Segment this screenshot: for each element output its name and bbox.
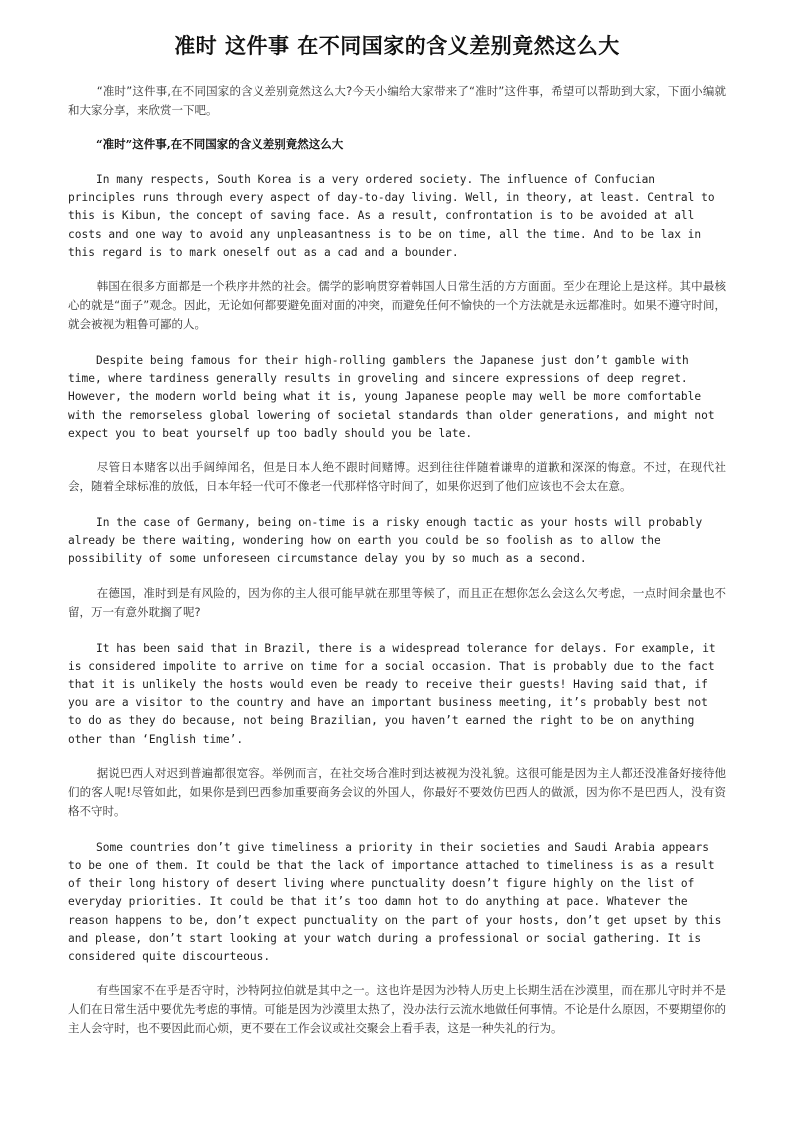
english-paragraph-germany: In the case of Germany, being on-time is a risky enough tactic as your hosts will probably already be there waiting, wondering how on earth you could be so foolish as to allow the possibility of some unforeseen circumstance delay you by so much as a second. (68, 516, 703, 566)
page-title: 准时 这件事 在不同国家的含义差别竟然这么大 (174, 34, 620, 58)
english-paragraph-korea: In many respects, South Korea is a very ordered society. The influence of Confucian principles runs through every aspect of day-to-day living. Well, in theory, at least. Central to this is Kibun, the concept of saving face. As a result, confrontation is to be avoided at all costs and one way to avoid any unpleasantness is to be on time, all the time. And to be lax in this regard is to mark oneself out as a cad and a bounder. (68, 173, 715, 259)
english-paragraph-brazil: It has been said that in Brazil, there is a widespread tolerance for delays. For example, it is considered impolite to arrive on time for a social occasion. That is probably due to the fact that it is unlikely the hosts would even be ready to receive their guests! Having said that, if you are a visitor to the country and have an important business meeting, it’s probably best not to do as they do because, not being Brazilian, you haven’t earned the right to be on anything other than ‘English time’. (68, 641, 716, 746)
section-subtitle: “准时”这件事,在不同国家的含义差别竟然这么大 (96, 137, 344, 151)
intro-paragraph: “准时”这件事,在不同国家的含义差别竟然这么大?今天小编给大家带来了“准时”这件事，希望可以帮助到大家，下面小编就和大家分享，来欣赏一下吧。 (68, 84, 726, 117)
chinese-paragraph-germany: 在德国，准时到是有风险的，因为你的主人很可能早就在那里等候了，而且正在想你怎么会这么欠考虑，一点时间余量也不留，万一有意外耽搁了呢? (68, 585, 726, 619)
chinese-paragraph-saudi-arabia: 有些国家不在乎是否守时，沙特阿拉伯就是其中之一。这也许是因为沙特人历史上长期生活在沙漠里，而在那儿守时并不是人们在日常生活中要优先考虑的事情。可能是因为沙漠里太热了，没办法行云流水地做任何事情。不论是什么原因，不要期望你的主人会守时，也不要因此而心烦，更不要在工作会议或社交聚会上看手表，这是一种失礼的行为。 (68, 983, 726, 1036)
english-paragraph-japan: Despite being famous for their high-rolling gamblers the Japanese just don’t gamble with time, where tardiness generally results in groveling and sincere expressions of deep regret. However, the modern world being what it is, young Japanese people may well be more comfortable with the remorseless global lowering of societal standards than older generations, and might not expect you to beat yourself up too badly should you be late. (68, 354, 715, 440)
chinese-paragraph-japan: 尽管日本赌客以出手阔绰闻名，但是日本人绝不跟时间赌博。迟到往往伴随着谦卑的道歉和深深的悔意。不过，在现代社会，随着全球标准的放低，日本年轻一代可不像老一代那样恪守时间了，如果你迟到了他们应该也不会太在意。 (68, 460, 726, 494)
english-paragraph-saudi-arabia: Some countries don’t give timeliness a priority in their societies and Saudi Arabia appears to be one of them. It could be that the lack of importance attached to timeliness is as a result of their long history of desert living where punctuality doesn’t figure highly on the list of everyday priorities. It could be that it’s too damn hot to do anything at pace. Whatever the reason happens to be, don’t expect punctuality on the part of your hosts, don’t get upset by this and please, don’t start looking at your watch during a professional or social gathering. It is considered quite discourteous. (68, 840, 722, 964)
chinese-paragraph-korea: 韩国在很多方面都是一个秩序井然的社会。儒学的影响贯穿着韩国人日常生活的方方面面。至少在理论上是这样。其中最核心的就是“面子”观念。因此，无论如何都要避免面对面的冲突，而避免任何不愉快的一个方法就是永远都准时。如果不遵守时间，就会被视为粗鲁可鄙的人。 (68, 279, 726, 332)
chinese-paragraph-brazil: 据说巴西人对迟到普遍都很宽容。举例而言，在社交场合准时到达被视为没礼貌。这很可能是因为主人都还没准备好接待他们的客人呢!尽管如此，如果你是到巴西参加重要商务会议的外国人，你最好不要效仿巴西人的做派，因为你不是巴西人，没有资格不守时。 (68, 765, 726, 818)
